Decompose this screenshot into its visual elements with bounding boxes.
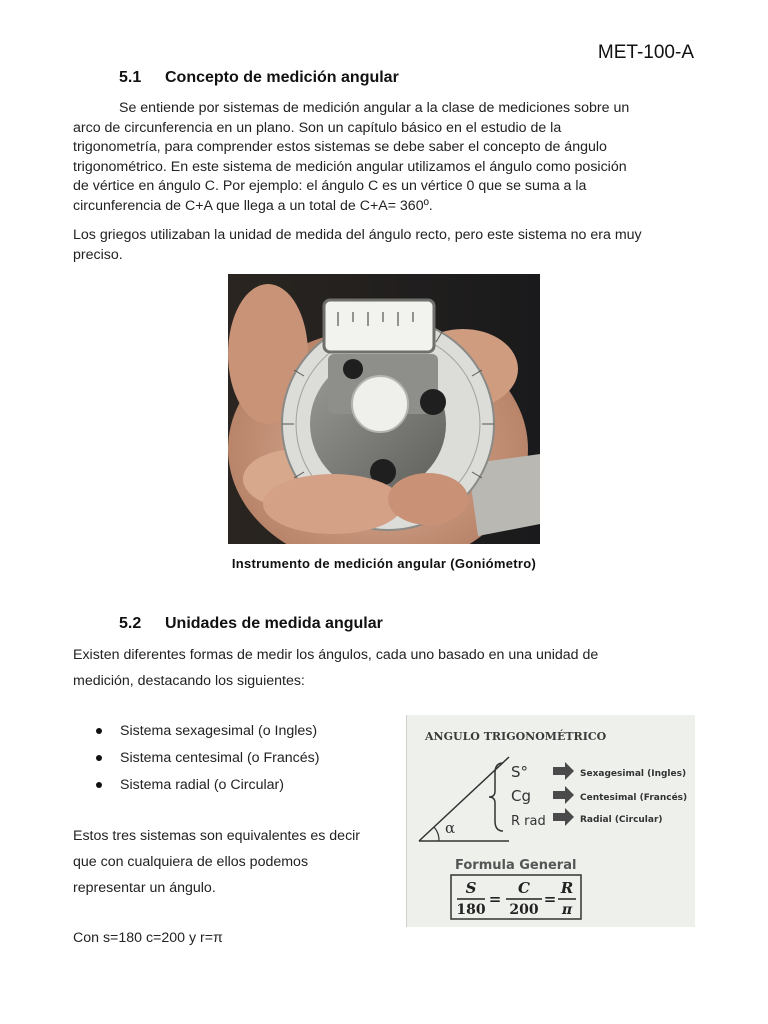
paragraph-line: Los griegos utilizaban la unidad de medida del ángulo recto, pero este sistema no era muy <box>73 227 642 243</box>
arrow-icon <box>553 786 574 804</box>
section-number: 5.2 <box>119 615 142 632</box>
systems-list <box>96 720 319 801</box>
list-item: Sistema sexagesimal (o Ingles) <box>96 720 319 747</box>
list-item: Sistema centesimal (o Francés) <box>96 747 319 774</box>
paragraph-line: preciso. <box>73 246 123 263</box>
figure-caption: Instrumento de medición angular (Goniómetro) <box>231 556 537 571</box>
goniometer-illustration <box>228 274 540 544</box>
paragraph-line: Existen diferentes formas de medir los ángulos, cada uno basado en una unidad de <box>73 647 599 663</box>
section-number: 5.1 <box>119 69 142 86</box>
paragraph-line: trigonometría, para comprender estos sistemas se debe saber el concepto de ángulo <box>73 139 607 155</box>
trig-diagram <box>407 715 695 927</box>
paragraph-intro <box>73 642 713 694</box>
paragraph-line: Estos tres sistemas son equivalentes es decir <box>73 828 361 844</box>
formula-denominator: π <box>561 902 573 918</box>
equals-sign: = <box>543 890 557 908</box>
paragraph-constants <box>73 929 713 949</box>
formula-denominator: 180 <box>456 902 486 918</box>
goniometer-photo <box>228 274 540 544</box>
alpha-symbol: α <box>445 819 456 837</box>
section-heading-5-1 <box>119 69 399 87</box>
formula-title: Formula General <box>455 858 577 873</box>
paragraph-line: de vértice en ángulo C. Por ejemplo: el ángulo C es un vértice 0 que se suma a la <box>73 178 587 194</box>
formula-denominator: 200 <box>509 902 539 918</box>
symbol-centesimal: Cg <box>511 787 531 805</box>
equals-sign: = <box>488 890 502 908</box>
paragraph-line: circunferencia de C+A que llega a un total de C+A= 360º. <box>73 197 433 214</box>
paragraph-line: representar un ángulo. <box>73 880 216 896</box>
section-title: Unidades de medida angular <box>165 615 383 632</box>
paragraph-line: trigonométrico. En este sistema de medición angular utilizamos el ángulo como posición <box>73 158 627 175</box>
label-sexagesimal: Sexagesimal (Ingles) <box>580 769 687 779</box>
arrow-icon <box>553 762 574 780</box>
label-centesimal: Centesimal (Francés) <box>580 793 688 803</box>
trig-title: ANGULO TRIGONOMÉTRICO <box>425 730 607 743</box>
trig-angle-figure <box>406 715 695 927</box>
arrow-icon <box>553 808 574 826</box>
symbol-sexagesimal: S° <box>511 763 529 781</box>
constants-line: Con s=180 c=200 y r=π <box>73 930 223 946</box>
list-item: Sistema radial (o Circular) <box>96 774 319 801</box>
paragraph-line: arco de circunferencia en un plano. Son un capítulo básico en el estudio de la <box>73 119 562 136</box>
label-radial: Radial (Circular) <box>580 815 663 825</box>
paragraph-definition <box>73 99 713 216</box>
angle-arc <box>434 827 439 841</box>
paragraph-line: que con cualquiera de ellos podemos <box>73 854 309 870</box>
symbol-radial: R rad <box>511 814 546 829</box>
section-title: Concepto de medición angular <box>165 69 399 86</box>
formula-numerator: C <box>518 879 530 897</box>
formula-numerator: S <box>465 879 477 897</box>
paragraph-equivalence <box>73 823 403 901</box>
section-heading-5-2 <box>119 615 383 633</box>
paragraph-greeks <box>73 226 713 265</box>
paragraph-line: medición, destacando los siguientes: <box>73 673 305 689</box>
paragraph-line: Se entiende por sistemas de medición angular a la clase de mediciones sobre un <box>119 100 630 116</box>
page-code: MET-100-A <box>597 42 694 63</box>
formula-numerator: R <box>560 879 574 897</box>
